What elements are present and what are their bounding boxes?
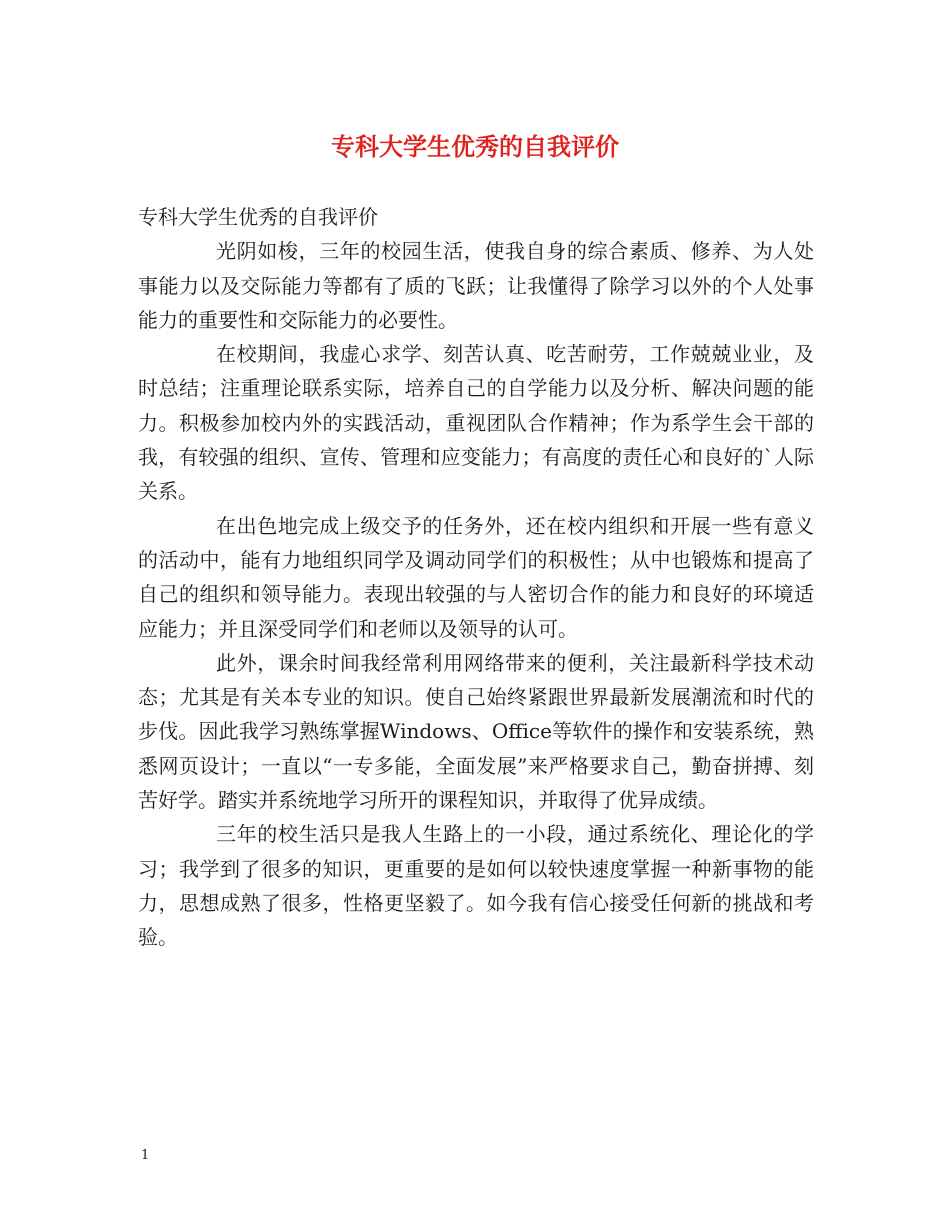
paragraph-2: 在校期间，我虚心求学、刻苦认真、吃苦耐劳，工作兢兢业业，及时总结；注重理论联系实际，培养自己的自学能力以及分析、解决问题的能力。积极参加校内外的实践活动，重视团队合作精神；作为系学生会干部的我，有较强的组织、宣传、管理和应变能力；有高度的责任心和良好的`人际关系。 (138, 342, 814, 504)
document-body (138, 200, 814, 955)
paragraph-4: 此外，课余时间我经常利用网络带来的便利，关注最新科学技术动态；尤其是有关本专业的知识。使自己始终紧跟世界最新发展潮流和时代的步伐。因此我学习熟练掌握Windows、Office等软件的操作和安装系统，熟悉网页设计；一直以“一专多能，全面发展”来严格要求自己，勤奋拼搏、刻苦好学。踏实并系统地学习所开的课程知识，并取得了优异成绩。 (138, 650, 814, 813)
page-number: 1 (141, 1148, 150, 1163)
paragraph-1: 光阴如梭，三年的校园生活，使我自身的综合素质、修养、为人处事能力以及交际能力等都有了质的飞跃；让我懂得了除学习以外的个人处事能力的重要性和交际能力的必要性。 (138, 239, 814, 332)
paragraph-3: 在出色地完成上级交予的任务外，还在校内组织和开展一些有意义的活动中，能有力地组织同学及调动同学们的积极性；从中也锻炼和提高了自己的组织和领导能力。表现出较强的与人密切合作的能力和良好的环境适应能力；并且深受同学们和老师以及领导的认可。 (138, 513, 814, 641)
document-title: 专科大学生优秀的自我评价 (331, 132, 619, 161)
document-subtitle: 专科大学生优秀的自我评价 (138, 205, 378, 229)
paragraph-5: 三年的校生活只是我人生路上的一小段，通过系统化、理论化的学习；我学到了很多的知识，更重要的是如何以较快速度掌握一种新事物的能力，思想成熟了很多，性格更坚毅了。如今我有信心接受任何新的挑战和考验。 (138, 822, 814, 950)
